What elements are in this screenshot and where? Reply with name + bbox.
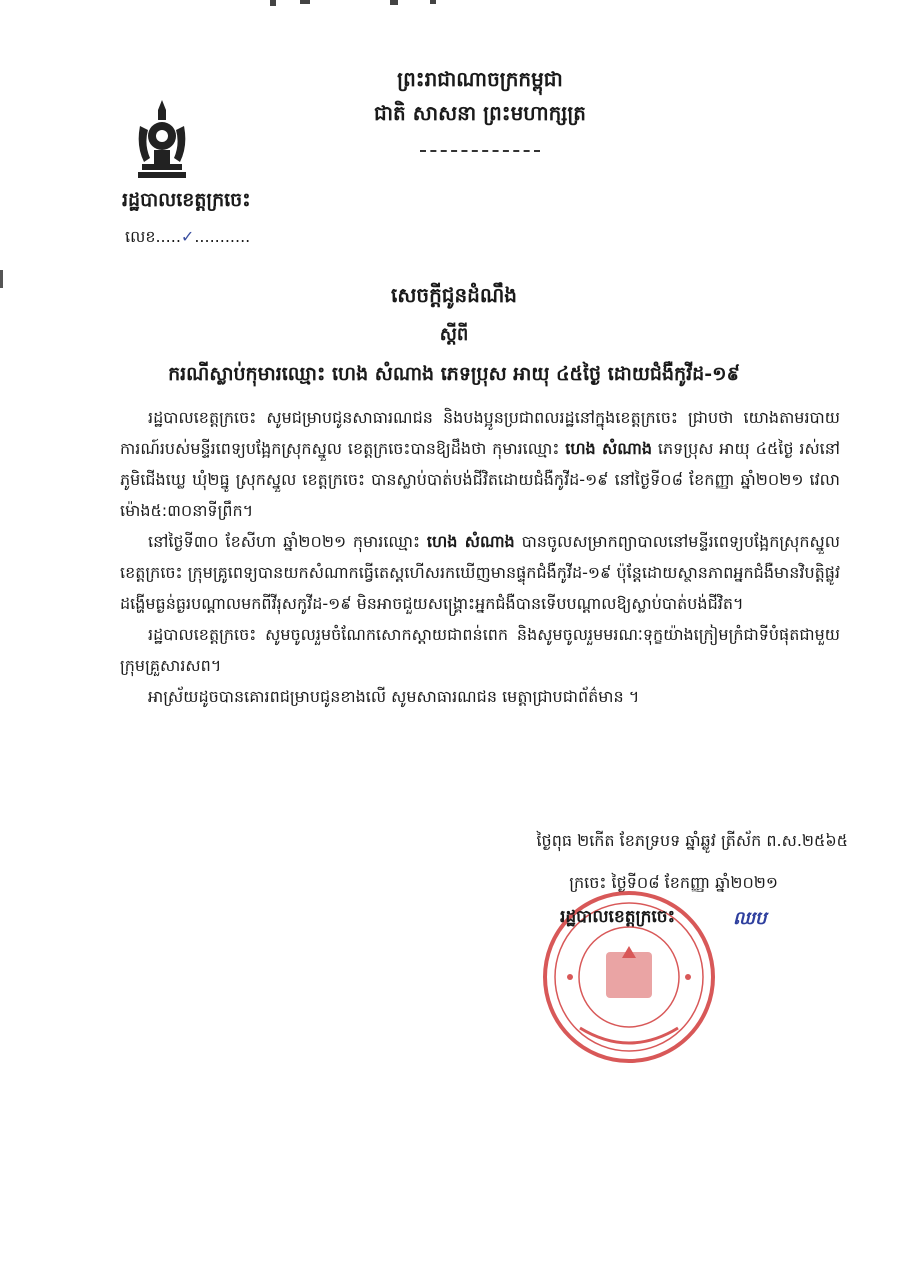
paragraph-4: អាស្រ័យដូចបានគោរពជម្រាបជូនខាងលើ សូមសាធារណជន មេត្តាជ្រាបជាព័ត៌មាន ។ <box>148 687 640 706</box>
paragraph-text: ភេទប្រុស អាយុ ៤៥ថ្ងៃ រស់នៅភូមិជើងឃ្លេ ឃុំ២ធ្នូ ស្រុកស្នួល ខេត្តក្រចេះ បានស្លាប់បាត់បង់ជីវិតដោយជំងឺកូវីដ-១៩ នៅថ្ងៃទី០៨ ខែកញ្ញា ឆ្នាំ២០២១ វេលាម៉ោង៥:៣០នាទីព្រឹក។ <box>120 439 840 520</box>
check-mark-icon: ✓ <box>180 227 195 246</box>
royal-emblem-icon <box>128 96 196 182</box>
kingdom-line: ព្រះរាជាណាចក្រកម្ពុជា <box>397 67 563 91</box>
notice-body <box>120 402 840 712</box>
notice-title: សេចក្តីជូនដំណឹង <box>391 283 517 307</box>
reference-label: លេខ..... <box>125 227 181 246</box>
paragraph-text: បានចូលសម្រាកព្យាបាលនៅមន្ទីរពេទ្យបង្អែកស្រុកស្នួល ខេត្តក្រចេះ ក្រុមគ្រូពេទ្យបានយកសំណាកធ្វើតេស្តហើសរកឃើញមានផ្ទុកជំងឺកូវីដ-១៩ ប៉ុន្តែដោយស្ថានភាពអ្នកជំងឺមានវិបត្តិផ្លូវដង្ហើមធ្ងន់ធ្ងរបណ្តាលមកពីវីរុសកូវីដ-១៩ មិនអាចជួយសង្គ្រោះអ្នកជំងឺបានទើបបណ្តាលឱ្យស្លាប់បាត់បង់ជីវិត។ <box>120 532 840 613</box>
paragraph-1 <box>120 402 840 526</box>
gregorian-date: ក្រចេះ ថ្ងៃទី០៨ ខែកញ្ញា ឆ្នាំ២០២១ <box>569 873 778 892</box>
motto-line: ជាតិ សាសនា ព្រះមហាក្សត្រ <box>374 101 586 125</box>
paragraph-3: រដ្ឋបាលខេត្តក្រចេះ សូមចូលរួមចំណែកសោកស្តាយជាពន់ពេក និងសូមចូលរួមមរណៈទុក្ខយ៉ាងក្រៀមក្រំជាទីបំផុតជាមួយក្រុមគ្រួសារសព។ <box>120 625 840 675</box>
kingdom-heading <box>330 62 630 130</box>
issuer-name: រដ្ឋបាលខេត្តក្រចេះ <box>122 189 251 211</box>
child-name: ហេង សំណាង <box>565 439 653 458</box>
child-name: ហេង សំណាង <box>426 532 515 551</box>
paragraph-text: រដ្ឋបាលខេត្តក្រចេះ សូមជម្រាបជូនសាធារណជន និងបងប្អូនប្រជាពលរដ្ឋនៅក្នុងខេត្តក្រចេះ ជ្រាបថា យោងតាមរបាយការណ៍របស់មន្ទីរពេទ្យបង្អែកស្រុកស្នួល ខេត្តក្រចេះបានឱ្យដឹងថា កុមារឈ្មោះ <box>120 408 840 458</box>
paragraph-text: នៅថ្ងៃទី៣០ ខែសីហា ឆ្នាំ២០២១ កុមារឈ្មោះ <box>148 532 421 551</box>
paragraph-2 <box>120 526 840 619</box>
handwritten-initials: ឈប <box>733 908 767 929</box>
reference-dots: ........... <box>194 227 251 246</box>
heading-divider <box>420 150 540 154</box>
reference-number <box>125 226 250 250</box>
notice-subject: ករណីស្លាប់កុមារឈ្មោះ ហេង សំណាង ភេទប្រុស អាយុ ៤៥ថ្ងៃ ដោយជំងឺកូវីដ-១៩ <box>168 363 740 385</box>
scan-edge-marks <box>270 0 450 6</box>
notice-subject-label: ស្តីពី <box>439 324 469 345</box>
lunar-date: ថ្ងៃពុធ ២កើត ខែភទ្របទ ឆ្នាំឆ្លូវ ត្រីស័ក ព.ស.២៥៦៥ <box>536 831 848 850</box>
signer-name: រដ្ឋបាលខេត្តក្រចេះ <box>560 907 676 927</box>
